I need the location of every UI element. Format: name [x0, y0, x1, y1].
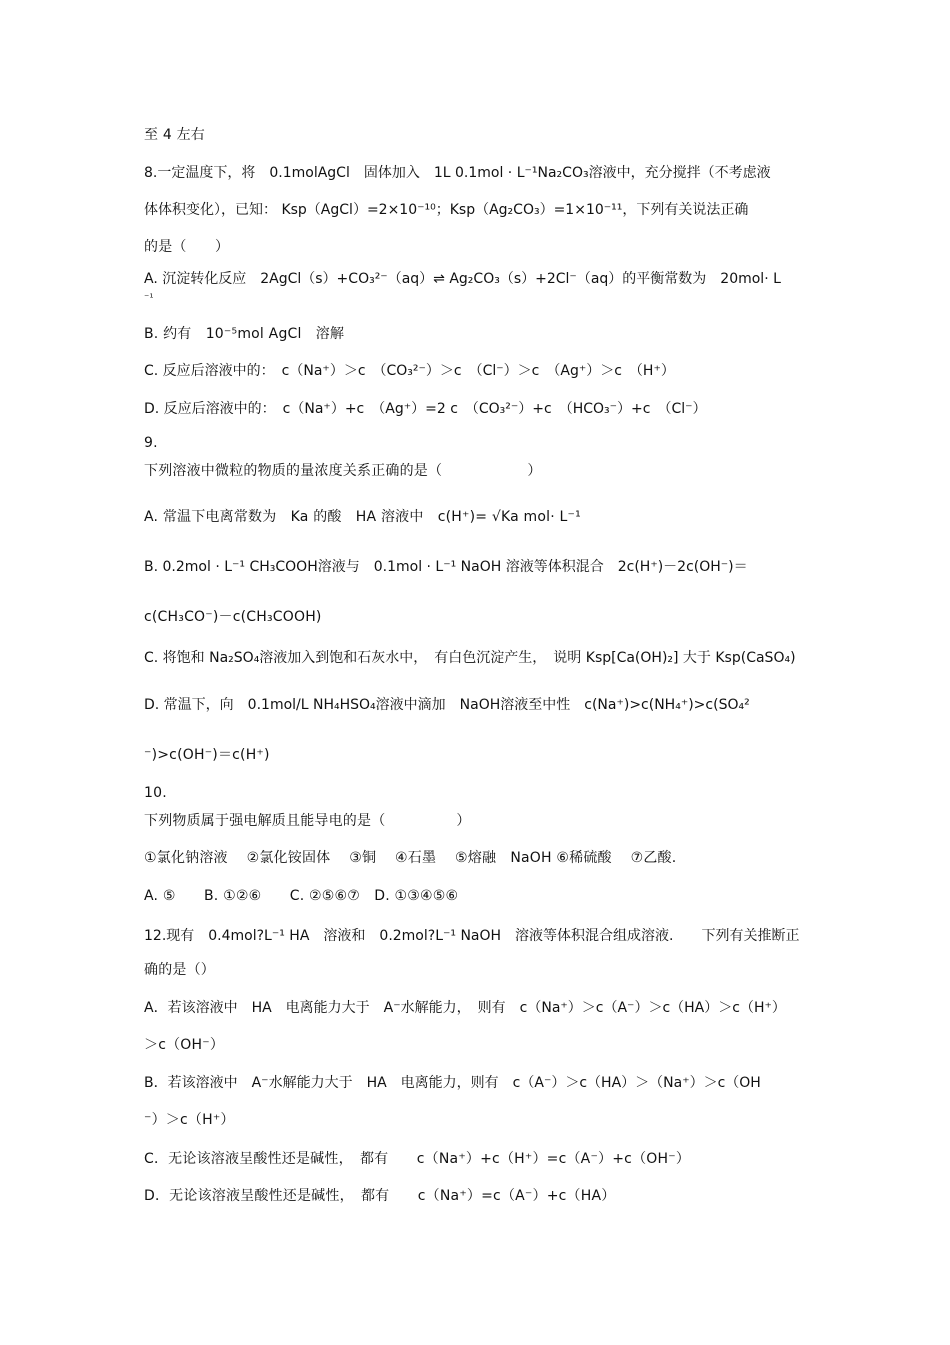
question-number: 9. [144, 435, 158, 451]
option-b: B. 0.2mol · L⁻¹ CH₃COOH溶液与 0.1mol · L⁻¹ NaOH 溶液等体积混合 2c(H⁺)－2c(OH⁻)＝ [144, 559, 748, 575]
question-8-stem: 8.一定温度下，将 0.1molAgCl 固体加入 1L 0.1mol · L⁻¹Na₂CO₃溶液中，充分搅拌（不考虑液 [144, 165, 771, 181]
text-line: ⁻)>c(OH⁻)＝c(H⁺) [144, 747, 270, 763]
option-d: D. 反应后溶液中的： c（Na⁺）+c （Ag⁺）=2 c （CO₃²⁻）+c （HCO₃⁻）+c （Cl⁻） [144, 401, 707, 417]
option-b: B. 约有 10⁻⁵mol AgCl 溶解 [144, 326, 345, 342]
option-c: C. 反应后溶液中的： c（Na⁺）＞c （CO₃²⁻）＞c （Cl⁻）＞c （Ag⁺）＞c （H⁺） [144, 363, 675, 379]
option-a: A. 常温下电离常数为 Ka 的酸 HA 溶液中 c(H⁺)= √Ka mol· L⁻¹ [144, 509, 581, 525]
choices-list: ①氯化钠溶液 ②氯化铵固体 ③铜 ④石墨 ⑤熔融 NaOH ⑥稀硫酸 ⑦乙酸. [144, 850, 677, 866]
answer-options: A. ⑤ B. ①②⑥ C. ②⑤⑥⑦ D. ①③④⑤⑥ [144, 888, 459, 904]
option-d: D. 常温下，向 0.1mol/L NH₄HSO₄溶液中滴加 NaOH溶液至中性 c(Na⁺)>c(NH₄⁺)>c(SO₄² [144, 697, 750, 713]
question-number: 10. [144, 785, 167, 801]
text-line: ＞c（OH⁻） [144, 1037, 225, 1053]
text-line: ⁻¹ [144, 293, 154, 304]
text-line: 体体积变化），已知： Ksp（AgCl）=2×10⁻¹⁰；Ksp（Ag₂CO₃）=1×10⁻¹¹，下列有关说法正确 [144, 202, 749, 218]
text-line: ⁻）＞c（H⁺） [144, 1112, 235, 1128]
option-c: C．无论该溶液呈酸性还是碱性， 都有 c（Na⁺）+c（H⁺）=c（A⁻）+c（OH⁻） [144, 1151, 691, 1167]
question-9-stem: 下列溶液中微粒的物质的量浓度关系正确的是（ ） [144, 463, 542, 479]
question-10-stem: 下列物质属于强电解质且能导电的是（ ） [144, 813, 471, 829]
option-b: B．若该溶液中 A⁻水解能力大于 HA 电离能力，则有 c（A⁻）＞c（HA）＞（Na⁺）＞c（OH [144, 1075, 761, 1091]
question-12-stem: 12.现有 0.4mol?L⁻¹ HA 溶液和 0.2mol?L⁻¹ NaOH 溶液等体积混合组成溶液. 下列有关推断正 [144, 928, 800, 944]
text-line: 的是（ ） [144, 239, 230, 255]
option-c: C. 将饱和 Na₂SO₄溶液加入到饱和石灰水中， 有白色沉淀产生， 说明 Ksp[Ca(OH)₂] 大于 Ksp(CaSO₄) [144, 650, 796, 666]
option-a: A．若该溶液中 HA 电离能力大于 A⁻水解能力， 则有 c（Na⁺）＞c（A⁻）＞c（HA）＞c（H⁺） [144, 1000, 786, 1016]
option-a: A. 沉淀转化反应 2AgCl（s）+CO₃²⁻（aq）⇌ Ag₂CO₃（s）+2Cl⁻（aq）的平衡常数为 20mol· L [144, 271, 781, 287]
option-d: D．无论该溶液呈酸性还是碱性， 都有 c（Na⁺）=c（A⁻）+c（HA） [144, 1188, 616, 1204]
text-line: 至 4 左右 [144, 127, 206, 143]
text-line: 确的是（） [144, 962, 215, 978]
text-line: c(CH₃CO⁻)－c(CH₃COOH) [144, 609, 322, 625]
